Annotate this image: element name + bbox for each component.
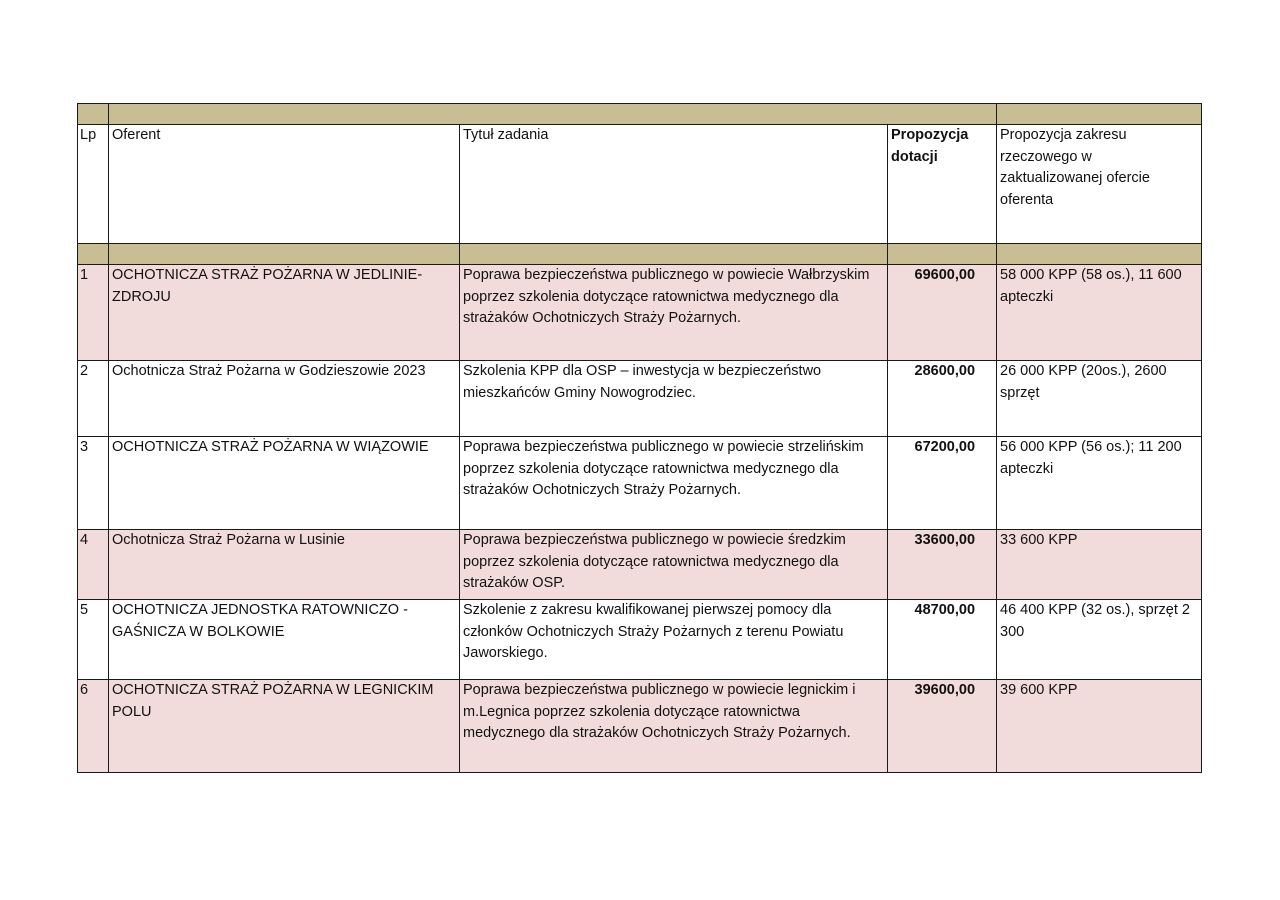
header-row [78, 125, 1202, 244]
cell-dotacja: 67200,00 [888, 437, 997, 530]
band-cell [997, 244, 1202, 265]
cell-lp: 3 [78, 437, 109, 530]
cell-oferent: OCHOTNICZA STRAŻ POŻARNA W LEGNICKIM POLU [109, 680, 460, 773]
header-tytul: Tytuł zadania [460, 125, 888, 244]
band-cell [109, 244, 460, 265]
cell-dotacja: 39600,00 [888, 680, 997, 773]
cell-lp: 2 [78, 361, 109, 437]
cell-zakres: 39 600 KPP [997, 680, 1202, 773]
band-cell [460, 244, 888, 265]
cell-oferent: OCHOTNICZA STRAŻ POŻARNA W JEDLINIE-ZDROJU [109, 265, 460, 361]
cell-oferent: Ochotnicza Straż Pożarna w Lusinie [109, 530, 460, 600]
table-row [78, 680, 1202, 773]
header-lp: Lp [78, 125, 109, 244]
cell-tytul: Poprawa bezpieczeństwa publicznego w powiecie Wałbrzyskim poprzez szkolenia dotyczące ratownictwa medycznego dla strażaków Ochotniczych Straży Pożarnych. [460, 265, 888, 361]
cell-lp: 1 [78, 265, 109, 361]
table-row [78, 530, 1202, 600]
cell-zakres: 56 000 KPP (56 os.); 11 200 apteczki [997, 437, 1202, 530]
header-oferent: Oferent [109, 125, 460, 244]
cell-dotacja: 69600,00 [888, 265, 997, 361]
table-row [78, 437, 1202, 530]
header-zakres: Propozycja zakresu rzeczowego w zaktualizowanej ofercie oferenta [997, 125, 1202, 244]
cell-lp: 4 [78, 530, 109, 600]
cell-zakres: 58 000 KPP (58 os.), 11 600 apteczki [997, 265, 1202, 361]
header-band-top [78, 104, 1202, 125]
table-row [78, 361, 1202, 437]
header-band-bottom [78, 244, 1202, 265]
header-propozycja-dotacji: Propozycja dotacji [888, 125, 997, 244]
band-cell [78, 244, 109, 265]
cell-zakres: 33 600 KPP [997, 530, 1202, 600]
cell-oferent: Ochotnicza Straż Pożarna w Godzieszowie 2023 [109, 361, 460, 437]
band-cell [109, 104, 997, 125]
cell-dotacja: 33600,00 [888, 530, 997, 600]
cell-lp: 5 [78, 600, 109, 680]
cell-oferent: OCHOTNICZA STRAŻ POŻARNA W WIĄZOWIE [109, 437, 460, 530]
cell-dotacja: 48700,00 [888, 600, 997, 680]
band-cell [888, 244, 997, 265]
offers-table [77, 103, 1202, 773]
cell-zakres: 26 000 KPP (20os.), 2600 sprzęt [997, 361, 1202, 437]
cell-tytul: Poprawa bezpieczeństwa publicznego w powiecie legnickim i m.Legnica poprzez szkolenia dotyczące ratownictwa medycznego dla strażaków Ochotniczych Straży Pożarnych. [460, 680, 888, 773]
cell-tytul: Szkolenia KPP dla OSP – inwestycja w bezpieczeństwo mieszkańców Gminy Nowogrodziec. [460, 361, 888, 437]
band-cell [997, 104, 1202, 125]
cell-zakres: 46 400 KPP (32 os.), sprzęt 2 300 [997, 600, 1202, 680]
table-row [78, 265, 1202, 361]
band-cell [78, 104, 109, 125]
cell-lp: 6 [78, 680, 109, 773]
cell-oferent: OCHOTNICZA JEDNOSTKA RATOWNICZO - GAŚNICZA W BOLKOWIE [109, 600, 460, 680]
cell-dotacja: 28600,00 [888, 361, 997, 437]
table-row [78, 600, 1202, 680]
cell-tytul: Szkolenie z zakresu kwalifikowanej pierwszej pomocy dla członków Ochotniczych Straży Pożarnych z terenu Powiatu Jaworskiego. [460, 600, 888, 680]
cell-tytul: Poprawa bezpieczeństwa publicznego w powiecie średzkim poprzez szkolenia dotyczące ratownictwa medycznego dla strażaków OSP. [460, 530, 888, 600]
cell-tytul: Poprawa bezpieczeństwa publicznego w powiecie strzelińskim poprzez szkolenia dotyczące ratownictwa medycznego dla strażaków Ochotniczych Straży Pożarnych. [460, 437, 888, 530]
